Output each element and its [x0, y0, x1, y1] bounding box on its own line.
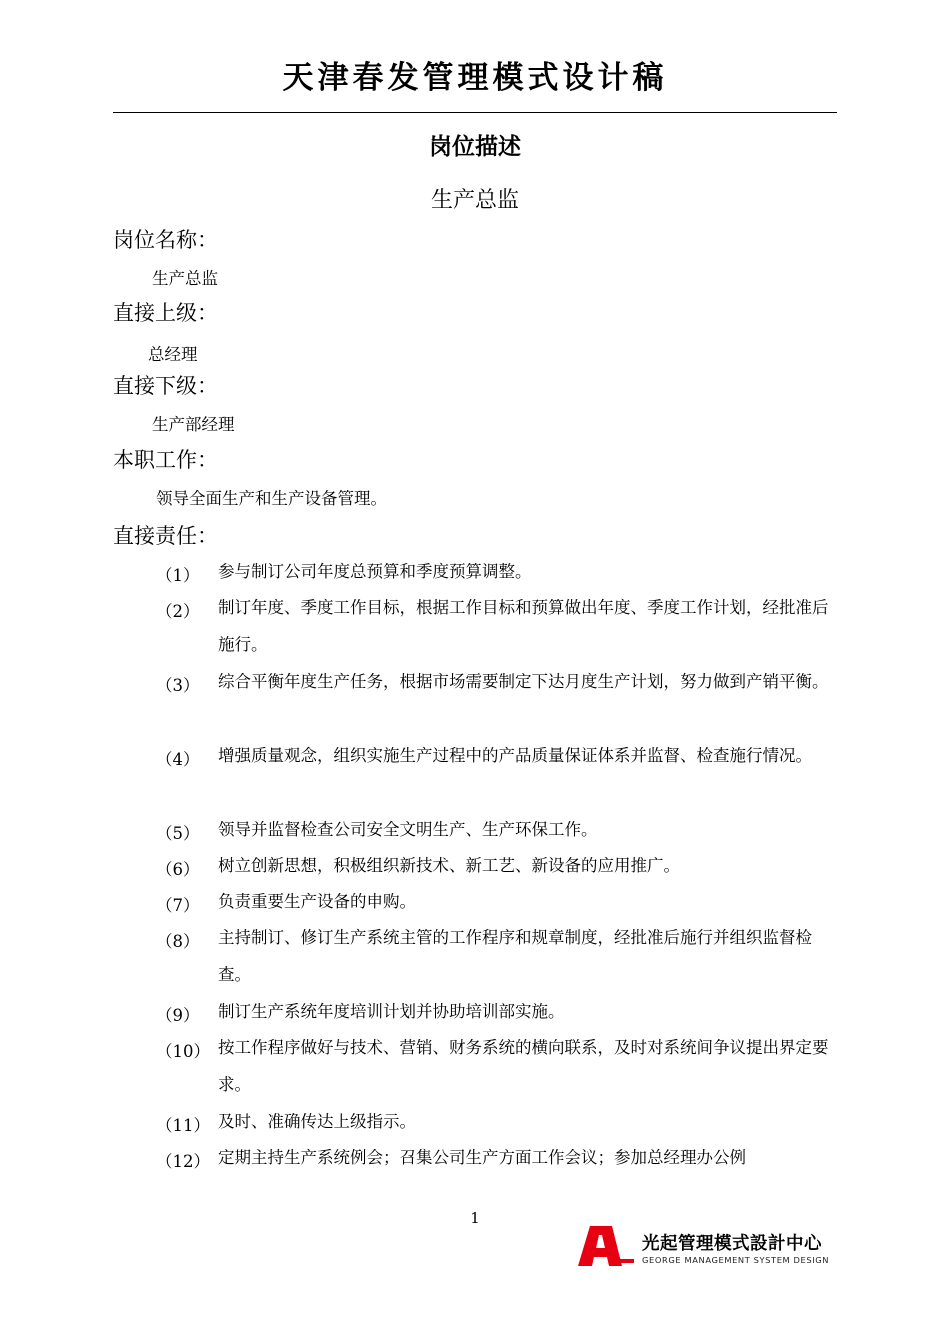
- item-text: 制订年度、季度工作目标，根据工作目标和预算做出年度、季度工作计划，经批准后施行。: [218, 598, 829, 654]
- item-number: （8）: [156, 932, 200, 951]
- job-title: 生产总监: [430, 188, 519, 213]
- item-text: 增强质量观念，组织实施生产过程中的产品质量保证体系并监督、检查施行情况。: [218, 746, 812, 765]
- position-name-value: 生产总监: [152, 269, 218, 288]
- direct-superior-value: 总经理: [148, 345, 198, 364]
- responsibilities-label: 直接责任：: [113, 524, 218, 548]
- item-text: 领导并监督检查公司安全文明生产、生产环保工作。: [218, 820, 598, 839]
- logo-english-name: GEORGE MANAGEMENT SYSTEM DESIGN: [642, 1255, 830, 1265]
- item-number: （9）: [156, 1006, 200, 1025]
- company-logo: [576, 1226, 838, 1268]
- direct-subordinate-label: 直接下级：: [113, 374, 218, 398]
- item-number: （5）: [156, 824, 200, 843]
- item-text: 定期主持生产系统例会；召集公司生产方面工作会议；参加总经理办公例: [218, 1148, 746, 1167]
- item-number: （1）: [156, 566, 200, 585]
- item-number: （6）: [156, 860, 200, 879]
- logo-a-mark-icon: [576, 1226, 636, 1266]
- item-number: （2）: [156, 602, 200, 621]
- page-number: 1: [470, 1209, 480, 1227]
- direct-superior-label: 直接上级：: [113, 301, 218, 325]
- main-work-label: 本职工作：: [113, 448, 218, 472]
- document-title: 天津春发管理模式设计稿: [282, 60, 668, 96]
- item-number: （12）: [156, 1152, 210, 1171]
- item-number: （4）: [156, 750, 200, 769]
- item-number: （7）: [156, 896, 200, 915]
- section-title: 岗位描述: [429, 134, 521, 160]
- item-text: 负责重要生产设备的申购。: [218, 892, 416, 911]
- item-number: （3）: [156, 676, 200, 695]
- item-text: 主持制订、修订生产系统主管的工作程序和规章制度，经批准后施行并组织监督检查。: [218, 928, 812, 984]
- direct-subordinate-value: 生产部经理: [152, 415, 235, 434]
- item-text: 综合平衡年度生产任务，根据市场需要制定下达月度生产计划，努力做到产销平衡。: [218, 672, 829, 691]
- item-text: 制订生产系统年度培训计划并协助培训部实施。: [218, 1002, 565, 1021]
- item-number: （11）: [156, 1116, 210, 1135]
- logo-name: 光起管理模式設計中心: [642, 1234, 822, 1254]
- item-text: 及时、准确传达上级指示。: [218, 1112, 416, 1131]
- header-divider: [113, 112, 837, 113]
- item-text: 树立创新思想，积极组织新技术、新工艺、新设备的应用推广。: [218, 856, 680, 875]
- item-text: 参与制订公司年度总预算和季度预算调整。: [218, 562, 532, 581]
- main-work-value: 领导全面生产和生产设备管理。: [156, 489, 387, 508]
- position-name-label: 岗位名称：: [113, 228, 218, 252]
- item-number: （10）: [156, 1042, 210, 1061]
- item-text: 按工作程序做好与技术、营销、财务系统的横向联系，及时对系统间争议提出界定要求。: [218, 1038, 829, 1094]
